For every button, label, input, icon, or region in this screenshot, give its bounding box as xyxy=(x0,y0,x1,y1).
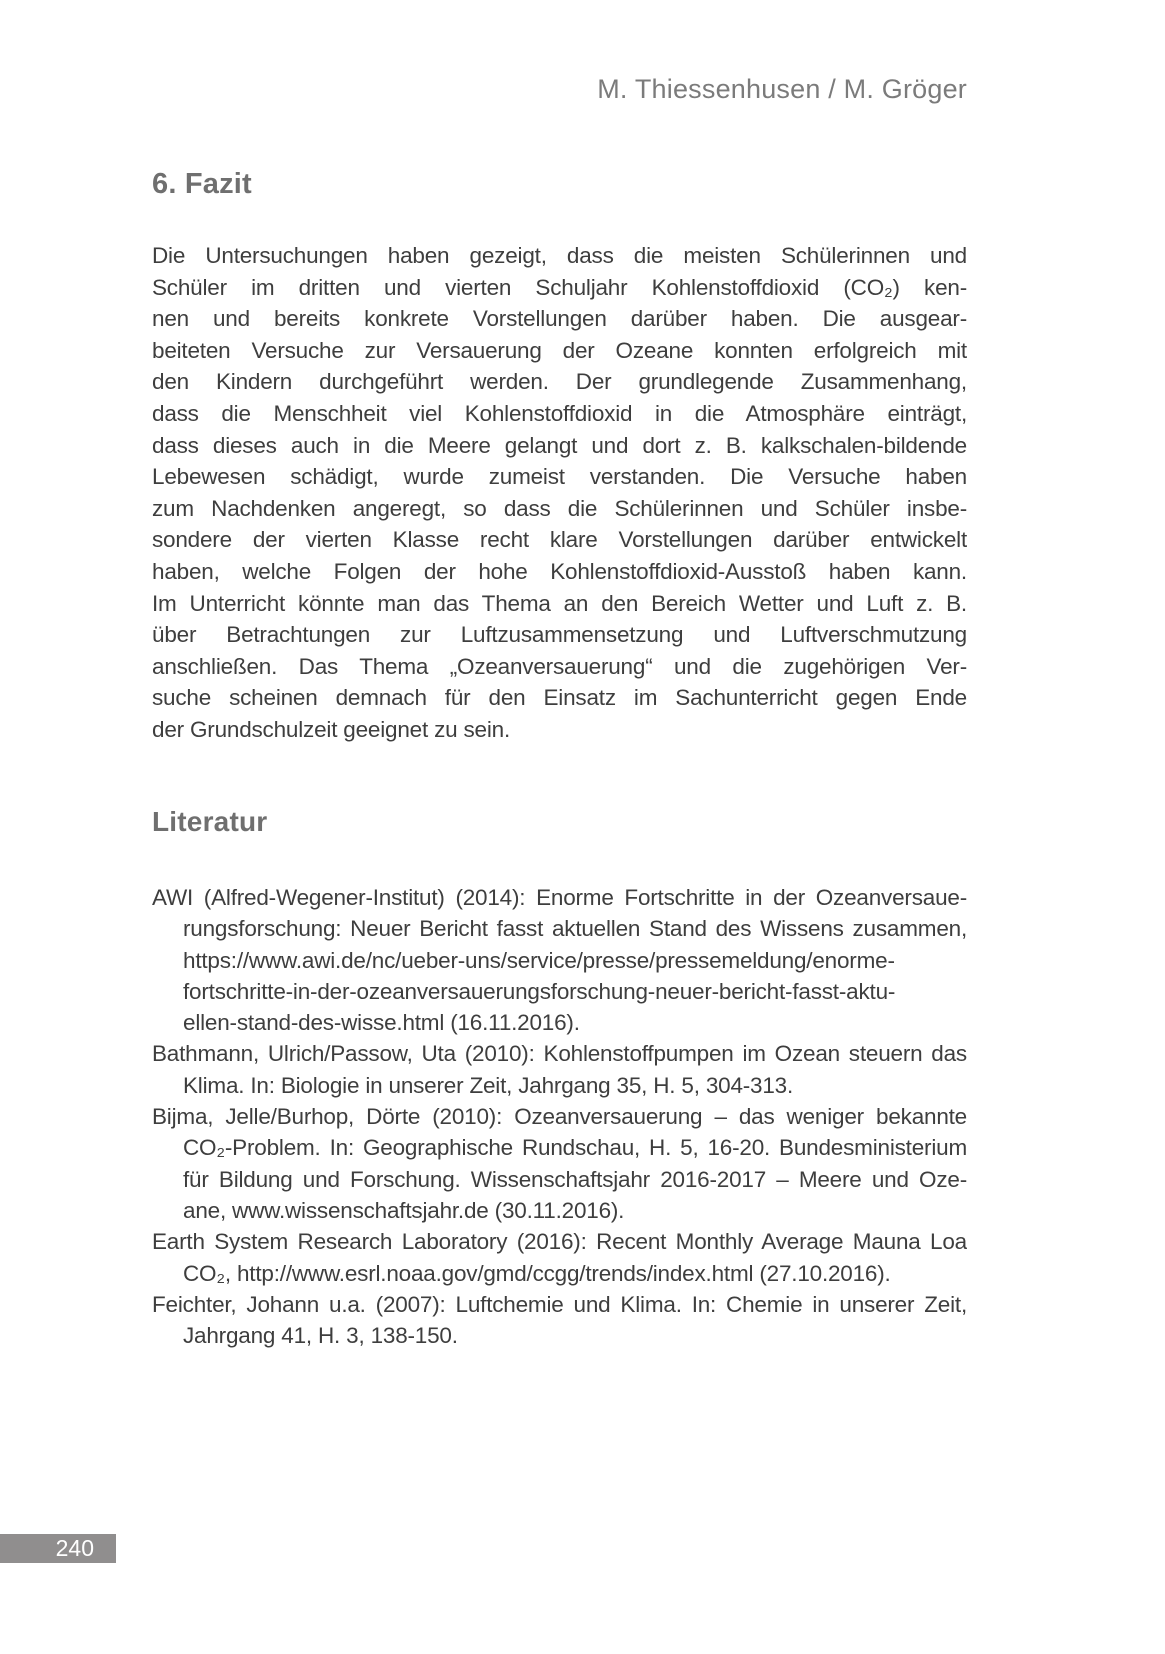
paragraph-line: den Kindern durchgeführt werden. Der grundlegende Zusammenhang, xyxy=(152,369,967,395)
reference-line: fortschritte-in-der-ozeanversauerungsforschung-neuer-bericht-fasst-aktu- xyxy=(183,978,896,1004)
reference-entry xyxy=(152,1038,967,1101)
reference-line: Jahrgang 41, H. 3, 138-150. xyxy=(183,1323,458,1349)
paragraph-line: zum Nachdenken angeregt, so dass die Schülerinnen und Schüler insbe- xyxy=(152,495,967,521)
page-number: 240 xyxy=(55,1535,94,1561)
reference-line: Earth System Research Laboratory (2016): Recent Monthly Average Mauna Loa xyxy=(152,1229,967,1255)
reference-entry xyxy=(152,1226,967,1289)
reference-line: CO₂, http://www.esrl.noaa.gov/gmd/ccgg/trends/index.html (27.10.2016). xyxy=(183,1260,891,1286)
paragraph-line: über Betrachtungen zur Luftzusammensetzung und Luftverschmutzung xyxy=(152,622,967,648)
reference-line: AWI (Alfred-Wegener-Institut) (2014): Enorme Fortschritte in der Ozeanversaue- xyxy=(152,885,967,910)
reference-line: für Bildung und Forschung. Wissenschaftsjahr 2016-2017 – Meere und Oze- xyxy=(183,1166,967,1192)
running-header-authors: M. Thiessenhusen / M. Gröger xyxy=(597,74,967,104)
paragraph-line: anschließen. Das Thema „Ozeanversauerung“ und die zugehörigen Ver- xyxy=(152,653,967,679)
paragraph-line: Schüler im dritten und vierten Schuljahr Kohlenstoffdioxid (CO₂) ken- xyxy=(152,274,967,300)
section-heading: 6. Fazit xyxy=(152,168,252,200)
reference-line: ane, www.wissenschaftsjahr.de (30.11.2016). xyxy=(183,1197,625,1223)
page-number-badge xyxy=(0,1534,116,1563)
paragraph-line: Lebewesen schädigt, wurde zumeist verstanden. Die Versuche haben xyxy=(152,464,967,490)
reference-line: CO₂-Problem. In: Geographische Rundschau, H. 5, 16-20. Bundesministerium xyxy=(183,1135,967,1161)
literature-heading: Literatur xyxy=(152,806,268,837)
reference-list xyxy=(152,882,967,1351)
reference-entry xyxy=(152,1289,967,1352)
paragraph-line: sondere der vierten Klasse recht klare Vorstellungen darüber entwickelt xyxy=(152,527,967,553)
paragraph-line: dass die Menschheit viel Kohlenstoffdioxid in die Atmosphäre einträgt, xyxy=(152,400,967,426)
paragraph-line: dass dieses auch in die Meere gelangt und dort z. B. kalkschalen-bildende xyxy=(152,432,967,458)
reference-line: Klima. In: Biologie in unserer Zeit, Jahrgang 35, H. 5, 304-313. xyxy=(183,1072,794,1098)
reference-line: Bathmann, Ulrich/Passow, Uta (2010): Kohlenstoffpumpen im Ozean steuern das xyxy=(152,1041,967,1067)
paragraph-line: Im Unterricht könnte man das Thema an den Bereich Wetter und Luft z. B. xyxy=(152,590,967,616)
paragraph-line: nen und bereits konkrete Vorstellungen darüber haben. Die ausgear- xyxy=(152,306,967,332)
reference-line: rungsforschung: Neuer Bericht fasst aktuellen Stand des Wissens zusammen, xyxy=(183,916,967,942)
paragraph-line: beiteten Versuche zur Versauerung der Ozeane konnten erfolgreich mit xyxy=(152,337,967,363)
paragraph-line: der Grundschulzeit geeignet zu sein. xyxy=(152,716,511,742)
paragraph-line: suche scheinen demnach für den Einsatz im Sachunterricht gegen Ende xyxy=(152,685,967,711)
conclusion-paragraph xyxy=(152,240,967,746)
reference-line: https://www.awi.de/nc/ueber-uns/service/presse/pressemeldung/enorme- xyxy=(183,947,895,973)
reference-entry xyxy=(152,882,967,1038)
reference-line: Bijma, Jelle/Burhop, Dörte (2010): Ozeanversauerung – das weniger bekannte xyxy=(152,1104,967,1130)
reference-entry xyxy=(152,1101,967,1226)
paragraph-line: haben, welche Folgen der hohe Kohlenstoffdioxid-Ausstoß haben kann. xyxy=(152,558,967,584)
paragraph-line: Die Untersuchungen haben gezeigt, dass die meisten Schülerinnen und xyxy=(152,243,967,268)
reference-line: Feichter, Johann u.a. (2007): Luftchemie und Klima. In: Chemie in unserer Zeit, xyxy=(152,1291,967,1317)
reference-line: ellen-stand-des-wisse.html (16.11.2016). xyxy=(183,1010,580,1036)
